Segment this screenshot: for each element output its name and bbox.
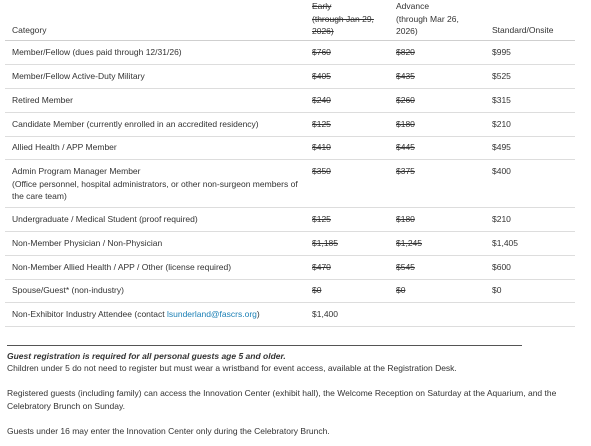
note-children-under5: Children under 5 do not need to register but must wear a wristband for event access, available at the Registration Desk.	[7, 363, 457, 373]
row-standard-price: $210	[492, 214, 511, 224]
row-advance-price: $435	[396, 71, 415, 81]
row-early-price: $125	[312, 214, 331, 224]
row-early-price: $760	[312, 47, 331, 57]
table-row-industry	[5, 302, 575, 327]
row-advance-price: $545	[396, 262, 415, 272]
table-row	[5, 40, 575, 65]
table-row	[5, 255, 575, 280]
table-row	[5, 231, 575, 256]
row-early-price: $405	[312, 71, 331, 81]
row-early-price: $410	[312, 142, 331, 152]
table-row	[5, 64, 575, 89]
row-advance-price: $260	[396, 95, 415, 105]
row-advance-price: $180	[396, 119, 415, 129]
row-advance-price: $0	[396, 285, 406, 295]
row-standard-price: $315	[492, 95, 511, 105]
row-category-suffix: )	[256, 309, 260, 319]
row-standard-price: $210	[492, 119, 511, 129]
row-early-price: $0	[312, 285, 322, 295]
table-row	[5, 279, 575, 303]
row-category: Member/Fellow Active-Duty Military	[12, 71, 145, 81]
row-advance-price: $445	[396, 142, 415, 152]
row-standard-price: $995	[492, 47, 511, 57]
table-row	[5, 88, 575, 113]
row-early-price: $350	[312, 166, 331, 176]
row-early-price: $125	[312, 119, 331, 129]
table-row	[5, 159, 575, 208]
header-advance: Advance (through Mar 26, 2026)	[396, 1, 459, 36]
row-category: Member/Fellow (dues paid through 12/31/26)	[12, 47, 182, 57]
row-category: Non-Member Allied Health / APP / Other (license required)	[12, 262, 232, 272]
header-category: Category	[12, 25, 47, 35]
row-advance-price: $375	[396, 166, 415, 176]
row-advance-price: $1,245	[396, 238, 422, 248]
row-standard-price: $1,405	[492, 238, 518, 248]
row-category: Allied Health / APP Member	[12, 142, 117, 152]
table-row	[5, 207, 575, 232]
row-category: Spouse/Guest* (non-industry)	[12, 285, 124, 295]
row-advance-price: $820	[396, 47, 415, 57]
row-advance-price: $180	[396, 214, 415, 224]
row-category: Retired Member	[12, 95, 73, 105]
row-category	[12, 308, 302, 321]
contact-email-link[interactable]: lsunderland@fascrs.org	[166, 309, 257, 319]
row-early-price: $1,185	[312, 238, 338, 248]
note-guest-required: Guest registration is required for all personal guests age 5 and older.	[7, 351, 286, 361]
row-standard-price: $525	[492, 71, 511, 81]
row-category: Undergraduate / Medical Student (proof required)	[12, 214, 198, 224]
notes-divider	[7, 345, 522, 346]
row-category: Candidate Member (currently enrolled in an accredited residency)	[12, 119, 259, 129]
header-early: Early (through Jan 29, 2026)	[312, 1, 374, 36]
row-category-prefix: Non-Exhibitor Industry Attendee (contact	[12, 309, 167, 319]
table-row	[5, 136, 575, 160]
row-early-price: $470	[312, 262, 331, 272]
table-row	[5, 112, 575, 137]
row-price: $1,400	[312, 309, 338, 319]
row-early-price: $240	[312, 95, 331, 105]
row-standard-price: $0	[492, 285, 502, 295]
table-header-row	[5, 0, 575, 41]
row-standard-price: $400	[492, 166, 511, 176]
row-category: Non-Member Physician / Non-Physician	[12, 238, 163, 248]
row-category: Admin Program Manager Member (Office personnel, hospital administrators, or other non-surgeon members of the care team)	[12, 166, 298, 201]
row-standard-price: $495	[492, 142, 511, 152]
header-standard: Standard/Onsite	[492, 25, 554, 35]
note-under16: Guests under 16 may enter the Innovation Center only during the Celebratory Brunch.	[7, 426, 330, 436]
row-standard-price: $600	[492, 262, 511, 272]
note-registered-guests: Registered guests (including family) can access the Innovation Center (exhibit hall), the Welcome Reception on Saturday at the Aquarium, and the Celebratory Brunch on Sunday.	[7, 388, 557, 411]
